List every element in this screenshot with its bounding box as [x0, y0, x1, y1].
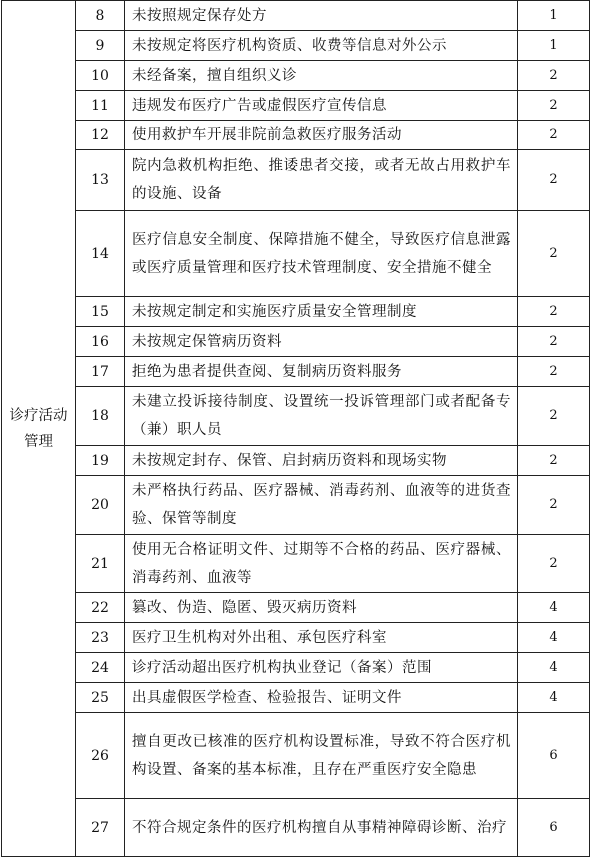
row-description: 使用无合格证明文件、过期等不合格的药品、医疗器械、消毒药剂、血液等: [125, 535, 518, 593]
row-number: 22: [76, 593, 125, 623]
row-description: 使用救护车开展非院前急救医疗服务活动: [125, 121, 518, 150]
row-description: 未按规定封存、保管、启封病历资料和现场实物: [125, 446, 518, 476]
row-number: 18: [76, 387, 125, 446]
row-number: 25: [76, 683, 125, 713]
penalty-table: [1, 0, 590, 857]
row-score: 2: [518, 476, 590, 535]
table-row: [2, 211, 590, 297]
row-score: 4: [518, 623, 590, 653]
row-number: 13: [76, 150, 125, 211]
row-score: 4: [518, 653, 590, 683]
row-score: 2: [518, 535, 590, 593]
table-row: [2, 357, 590, 387]
row-number: 9: [76, 31, 125, 61]
row-number: 27: [76, 799, 125, 857]
row-score: 2: [518, 121, 590, 150]
row-number: 8: [76, 1, 125, 31]
row-description: 擅自更改已核准的医疗机构设置标准，导致不符合医疗机构设置、备案的基本标准，且存在严重医疗安全隐患: [125, 713, 518, 799]
row-description: 未按规定将医疗机构资质、收费等信息对外公示: [125, 31, 518, 61]
row-description: 违规发布医疗广告或虚假医疗宣传信息: [125, 91, 518, 121]
row-number: 16: [76, 327, 125, 357]
row-score: 2: [518, 357, 590, 387]
table-row: [2, 121, 590, 150]
row-description: 医疗卫生机构对外出租、承包医疗科室: [125, 623, 518, 653]
row-description: 诊疗活动超出医疗机构执业登记（备案）范围: [125, 653, 518, 683]
row-number: 23: [76, 623, 125, 653]
row-score: 2: [518, 61, 590, 91]
table-row: [2, 653, 590, 683]
row-score: 2: [518, 211, 590, 297]
table-row: [2, 327, 590, 357]
row-number: 20: [76, 476, 125, 535]
row-score: 4: [518, 593, 590, 623]
row-score: 6: [518, 713, 590, 799]
row-number: 15: [76, 297, 125, 327]
table-row: [2, 623, 590, 653]
table-row: [2, 446, 590, 476]
row-score: 2: [518, 297, 590, 327]
row-number: 19: [76, 446, 125, 476]
row-description: 未建立投诉接待制度、设置统一投诉管理部门或者配备专（兼）职人员: [125, 387, 518, 446]
row-description: 不符合规定条件的医疗机构擅自从事精神障碍诊断、治疗: [125, 799, 518, 857]
row-score: 1: [518, 1, 590, 31]
table-row: [2, 799, 590, 857]
row-description: 篡改、伪造、隐匿、毁灭病历资料: [125, 593, 518, 623]
row-score: 1: [518, 31, 590, 61]
row-score: 2: [518, 327, 590, 357]
row-score: 2: [518, 446, 590, 476]
table-row: [2, 1, 590, 31]
table-row: [2, 91, 590, 121]
row-number: 17: [76, 357, 125, 387]
table-row: [2, 476, 590, 535]
row-number: 21: [76, 535, 125, 593]
row-score: 2: [518, 387, 590, 446]
row-number: 14: [76, 211, 125, 297]
row-number: 26: [76, 713, 125, 799]
row-description: 未按照规定保存处方: [125, 1, 518, 31]
row-description: 未严格执行药品、医疗器械、消毒药剂、血液等的进货查验、保管等制度: [125, 476, 518, 535]
row-score: 4: [518, 683, 590, 713]
table-row: [2, 61, 590, 91]
row-description: 未按规定制定和实施医疗质量安全管理制度: [125, 297, 518, 327]
table-row: [2, 683, 590, 713]
table-row: [2, 150, 590, 211]
table-row: [2, 297, 590, 327]
row-description: 院内急救机构拒绝、推诿患者交接，或者无故占用救护车的设施、设备: [125, 150, 518, 211]
table-row: [2, 535, 590, 593]
table-row: [2, 387, 590, 446]
row-score: 2: [518, 150, 590, 211]
row-number: 10: [76, 61, 125, 91]
row-score: 6: [518, 799, 590, 857]
table-row: [2, 593, 590, 623]
row-score: 2: [518, 91, 590, 121]
table-row: [2, 31, 590, 61]
category-cell: 诊疗活动管理: [2, 1, 76, 857]
row-description: 未按规定保管病历资料: [125, 327, 518, 357]
row-number: 24: [76, 653, 125, 683]
row-description: 医疗信息安全制度、保障措施不健全，导致医疗信息泄露或医疗质量管理和医疗技术管理制度、安全措施不健全: [125, 211, 518, 297]
row-description: 出具虚假医学检查、检验报告、证明文件: [125, 683, 518, 713]
table-row: [2, 713, 590, 799]
row-description: 未经备案，擅自组织义诊: [125, 61, 518, 91]
row-number: 11: [76, 91, 125, 121]
row-description: 拒绝为患者提供查阅、复制病历资料服务: [125, 357, 518, 387]
row-number: 12: [76, 121, 125, 150]
